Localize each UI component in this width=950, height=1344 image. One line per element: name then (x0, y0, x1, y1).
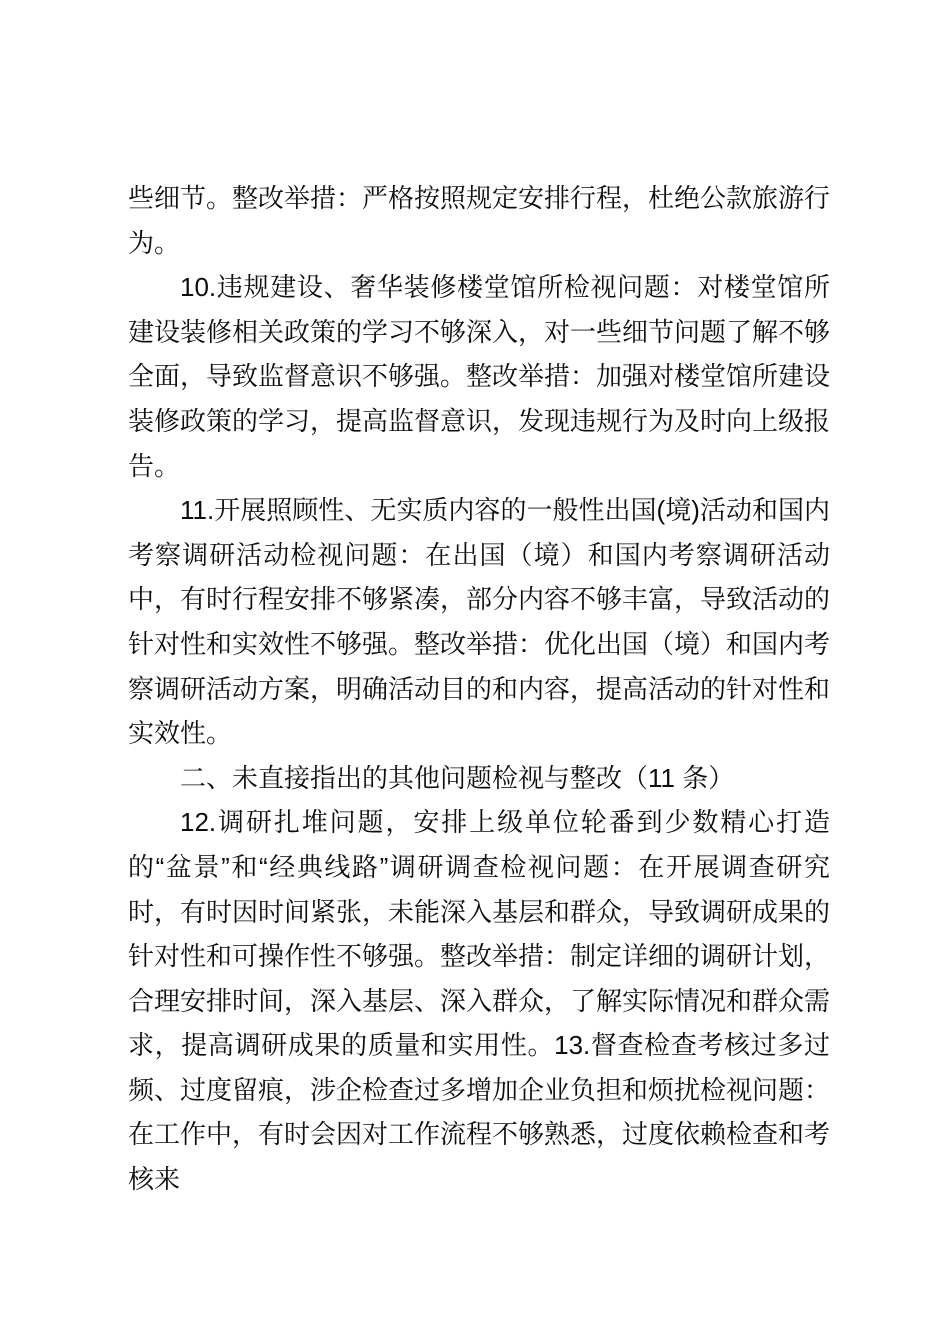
document-body (128, 176, 830, 1202)
paragraph-item-10: 10.违规建设、奢华装修楼堂馆所检视问题：对楼堂馆所建设装修相关政策的学习不够深入，对一些细节问题了解不够全面，导致监督意识不够强。整改举措：加强对楼堂馆所建设装修政策的学习，提高监督意识，发现违规行为及时向上级报告。 (128, 272, 831, 481)
section-heading: 二、未直接指出的其他问题检视与整改（11 条） (180, 762, 735, 793)
paragraph-item-12-13: 12.调研扎堆问题，安排上级单位轮番到少数精心打造的“盆景”和“经典线路”调研调查检视问题：在开展调查研究时，有时因时间紧张，未能深入基层和群众，导致调研成果的针对性和可操作性不够强。整改举措：制定详细的调研计划，合理安排时间，深入基层、深入群众，了解实际情况和群众需求，提高调研成果的质量和实用性。13.督查检查考核过多过频、过度留痕，涉企检查过多增加企业负担和烦扰检视问题：在工作中，有时会因对工作流程不够熟悉，过度依赖检查和考核来 (128, 807, 831, 1195)
paragraph-item-11: 11.开展照顾性、无实质内容的一般性出国(境)活动和国内考察调研活动检视问题：在出国（境）和国内考察调研活动中，有时行程安排不够紧凑，部分内容不够丰富，导致活动的针对性和实效性不够强。整改举措：优化出国（境）和国内考察调研活动方案，明确活动目的和内容，提高活动的针对性和实效性。 (128, 495, 831, 749)
paragraph-continuation: 些细节。整改举措：严格按照规定安排行程，杜绝公款旅游行为。 (128, 183, 831, 258)
